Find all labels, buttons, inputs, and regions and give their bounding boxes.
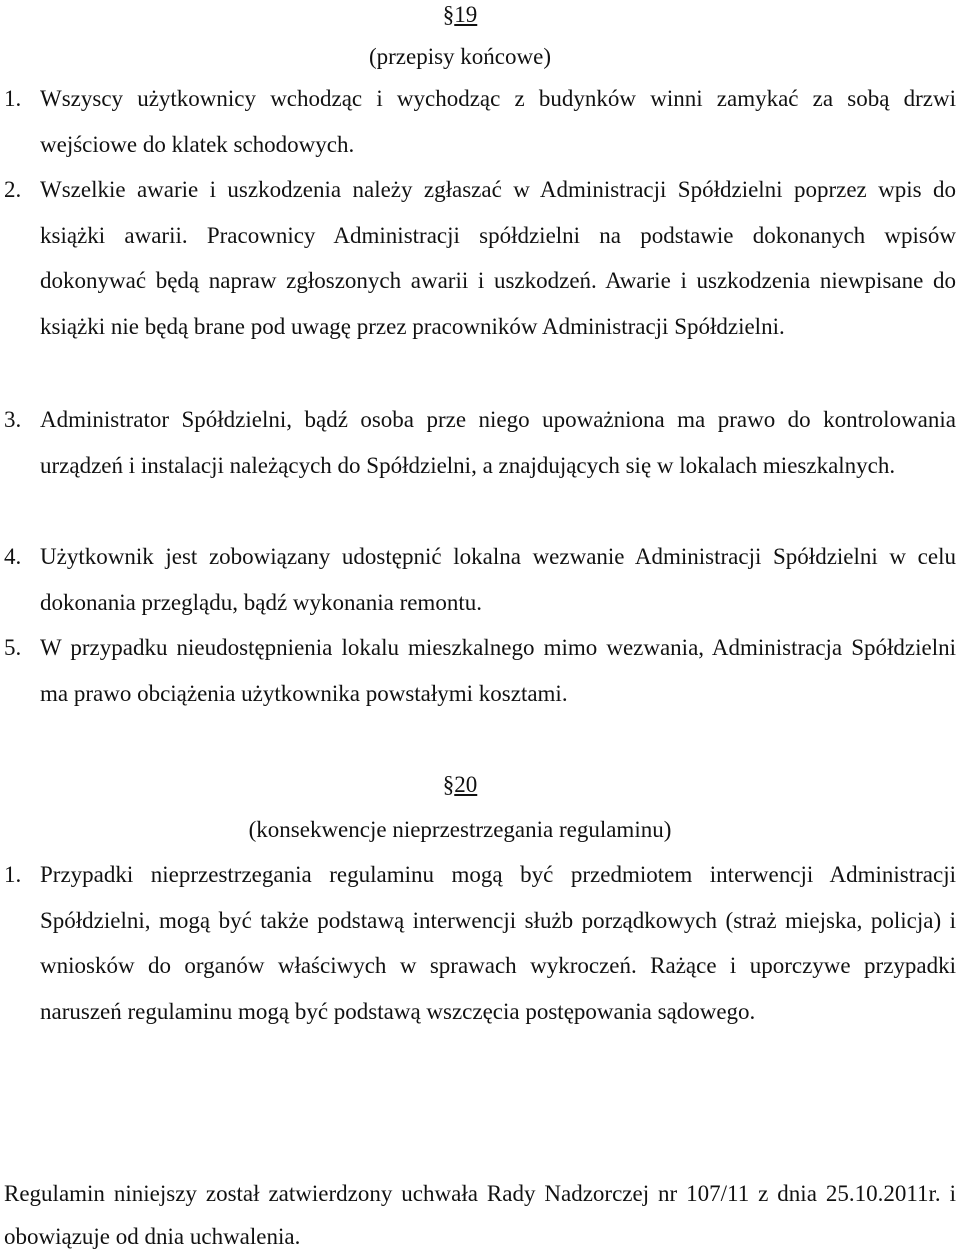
section-20-item-1 [4, 852, 956, 1034]
item-number: 2. [4, 177, 22, 202]
section-19-item-4 [4, 534, 956, 625]
item-text: Użytkownik jest zobowiązany udostępnić lokalna wezwanie Administracji Spółdzielni w celu dokonania przeglądu, bądź wykonania remontu. [40, 544, 956, 615]
item-text: Wszyscy użytkownicy wchodząc i wychodząc z budynków winni zamykać za sobą drzwi wejściowe do klatek schodowych. [40, 86, 956, 157]
section-19-item-3 [4, 397, 956, 488]
section-19-item-5 [4, 625, 956, 716]
item-text: Administrator Spółdzielni, bądź osoba prze niego upoważniona ma prawo do kontrolowania urządzeń i instalacji należących do Spółdzielni, a znajdujących się w lokalach mieszkalnych. [40, 407, 956, 478]
item-number: 3. [4, 407, 22, 432]
item-text: W przypadku nieudostępnienia lokalu mieszkalnego mimo wezwania, Administracja Spółdzielni ma prawo obciążenia użytkownika powstałymi kosztami. [40, 635, 956, 706]
section-20-title: (konsekwencje nieprzestrzegania regulaminu) [248, 817, 672, 842]
closing-statement: Regulamin niniejszy został zatwierdzony uchwała Rady Nadzorczej nr 107/11 z dnia 25.10.2011r. i obowiązuje od dnia uchwalenia. [4, 1181, 956, 1249]
item-number: 1. [4, 86, 22, 111]
item-text: Przypadki nieprzestrzegania regulaminu mogą być przedmiotem interwencji Administracji Spółdzielni, mogą być także podstawą interwencji służb porządkowych (straż miejska, policja) i wniosków do organów właściwych w sprawach wykroczeń. Rażące i uporczywe przypadki naruszeń regulaminu mogą być podstawą wszczęcia postępowania sądowego. [40, 862, 956, 1024]
item-number: 5. [4, 635, 22, 660]
item-text: Wszelkie awarie i uszkodzenia należy zgłaszać w Administracji Spółdzielni poprzez wpis do książki awarii. Pracownicy Administracji spółdzielni na podstawie dokonanych wpisów dokonywać będą napraw zgłoszonych awarii i uszkodzeń. Awarie i uszkodzenia niewpisane do książki nie będą brane pod uwagę przez pracowników Administracji Spółdzielni. [40, 177, 956, 339]
section-19-item-2 [4, 167, 956, 349]
section-19-mark [0, 0, 920, 30]
section-19-title: (przepisy końcowe) [368, 44, 551, 69]
section-19-mark-text: §19 [442, 2, 478, 27]
section-20-mark-text: §20 [442, 772, 478, 797]
item-number: 1. [4, 862, 22, 887]
item-number: 4. [4, 544, 22, 569]
section-20-mark [0, 770, 920, 800]
section-19-item-1 [4, 76, 956, 167]
